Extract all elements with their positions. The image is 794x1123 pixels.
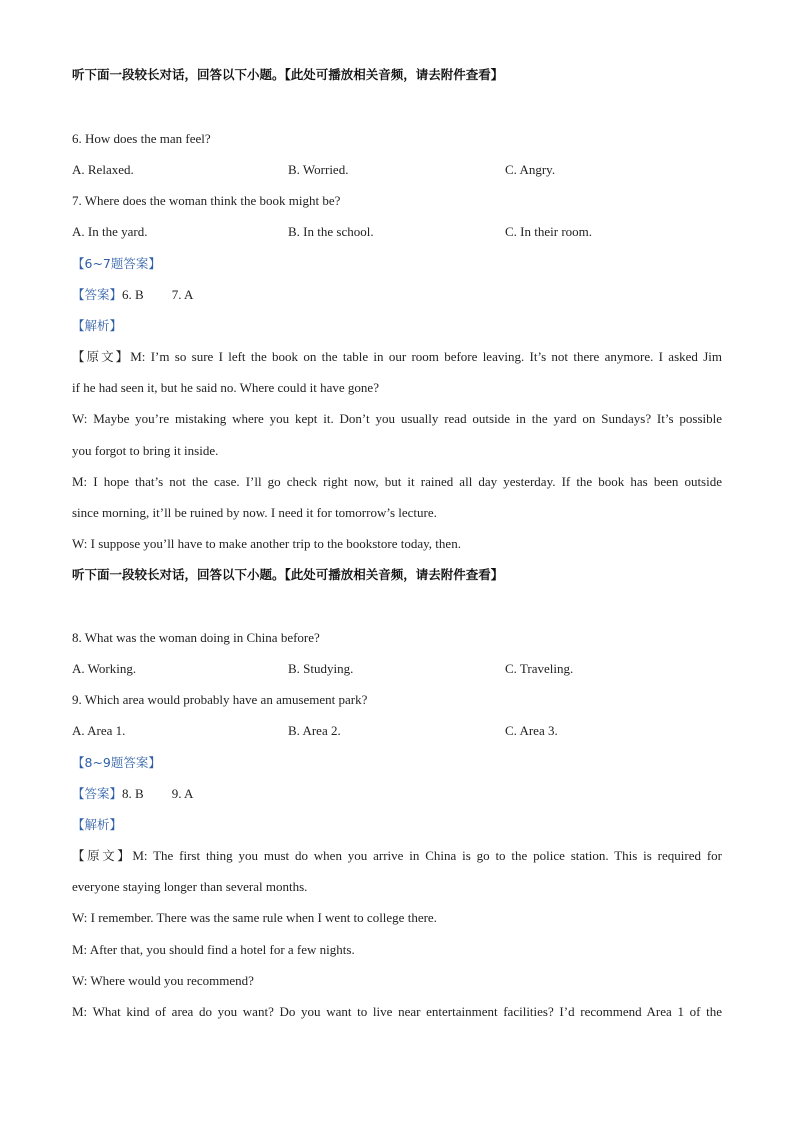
transcript-line: W: Maybe you’re mistaking where you kept it. Don’t you usually read outside in the yard on Sundays? It’s possible xyxy=(72,411,722,426)
transcript-line: 【原文】M: I’m so sure I left the book on the table in our room before leaving. It’s not there anymore. I asked Jim xyxy=(72,349,722,364)
question-9: 9. Which area would probably have an amusement park? xyxy=(72,692,368,707)
transcript-line: since morning, it’ll be ruined by now. I need it for tomorrow’s lecture. xyxy=(72,505,437,520)
answer-8: 8. B xyxy=(122,786,144,801)
option-a: A. Area 1. xyxy=(72,723,126,738)
question-8: 8. What was the woman doing in China before? xyxy=(72,630,320,645)
analysis-label: 【解析】 xyxy=(72,318,123,333)
answer-label: 【答案】 xyxy=(72,287,123,302)
option-b: B. Area 2. xyxy=(288,723,341,738)
answer-line xyxy=(72,286,722,304)
transcript-line: M: I hope that’s not the case. I’ll go check right now, but it rained all day yesterday. If the book has been outside xyxy=(72,474,722,489)
original-label: 【原文】 xyxy=(72,349,131,364)
option-b: B. In the school. xyxy=(288,224,374,239)
question-6: 6. How does the man feel? xyxy=(72,131,211,146)
transcript-line: W: Where would you recommend? xyxy=(72,973,254,988)
option-b: B. Studying. xyxy=(288,661,354,676)
answer-block-title: 【8~9题答案】 xyxy=(72,755,161,770)
transcript-line: W: I suppose you’ll have to make another trip to the bookstore today, then. xyxy=(72,536,461,551)
answer-6: 6. B xyxy=(122,287,144,302)
option-a: A. Working. xyxy=(72,661,137,676)
answer-block-title: 【6~7题答案】 xyxy=(72,256,161,271)
option-b: B. Worried. xyxy=(288,162,349,177)
answer-9: 9. A xyxy=(171,786,194,801)
question-7: 7. Where does the woman think the book might be? xyxy=(72,193,341,208)
answer-7: 7. A xyxy=(171,287,194,302)
original-label: 【原文】 xyxy=(72,848,133,863)
transcript-line: M: After that, you should find a hotel for a few nights. xyxy=(72,942,355,957)
option-a: A. In the yard. xyxy=(72,224,148,239)
option-c: C. Angry. xyxy=(505,162,556,177)
listening-instruction: 听下面一段较长对话，回答以下小题。【此处可播放相关音频，请去附件查看】 xyxy=(72,567,504,582)
transcript-line: 【原文】M: The first thing you must do when you arrive in China is go to the police station. This is required for xyxy=(72,848,722,863)
transcript-line: W: I remember. There was the same rule when I went to college there. xyxy=(72,910,437,925)
transcript-line: everyone staying longer than several months. xyxy=(72,879,308,894)
transcript-line: if he had seen it, but he said no. Where could it have gone? xyxy=(72,380,379,395)
listening-instruction: 听下面一段较长对话，回答以下小题。【此处可播放相关音频，请去附件查看】 xyxy=(72,67,504,82)
answer-label: 【答案】 xyxy=(72,786,123,801)
option-a: A. Relaxed. xyxy=(72,162,134,177)
option-c: C. In their room. xyxy=(505,224,593,239)
option-c: C. Traveling. xyxy=(505,661,574,676)
answer-line xyxy=(72,785,722,803)
option-c: C. Area 3. xyxy=(505,723,558,738)
analysis-label: 【解析】 xyxy=(72,817,123,832)
transcript-line: you forgot to bring it inside. xyxy=(72,443,219,458)
transcript-line: M: What kind of area do you want? Do you want to live near entertainment facilities? I’d recommend Area 1 of the xyxy=(72,1004,722,1019)
